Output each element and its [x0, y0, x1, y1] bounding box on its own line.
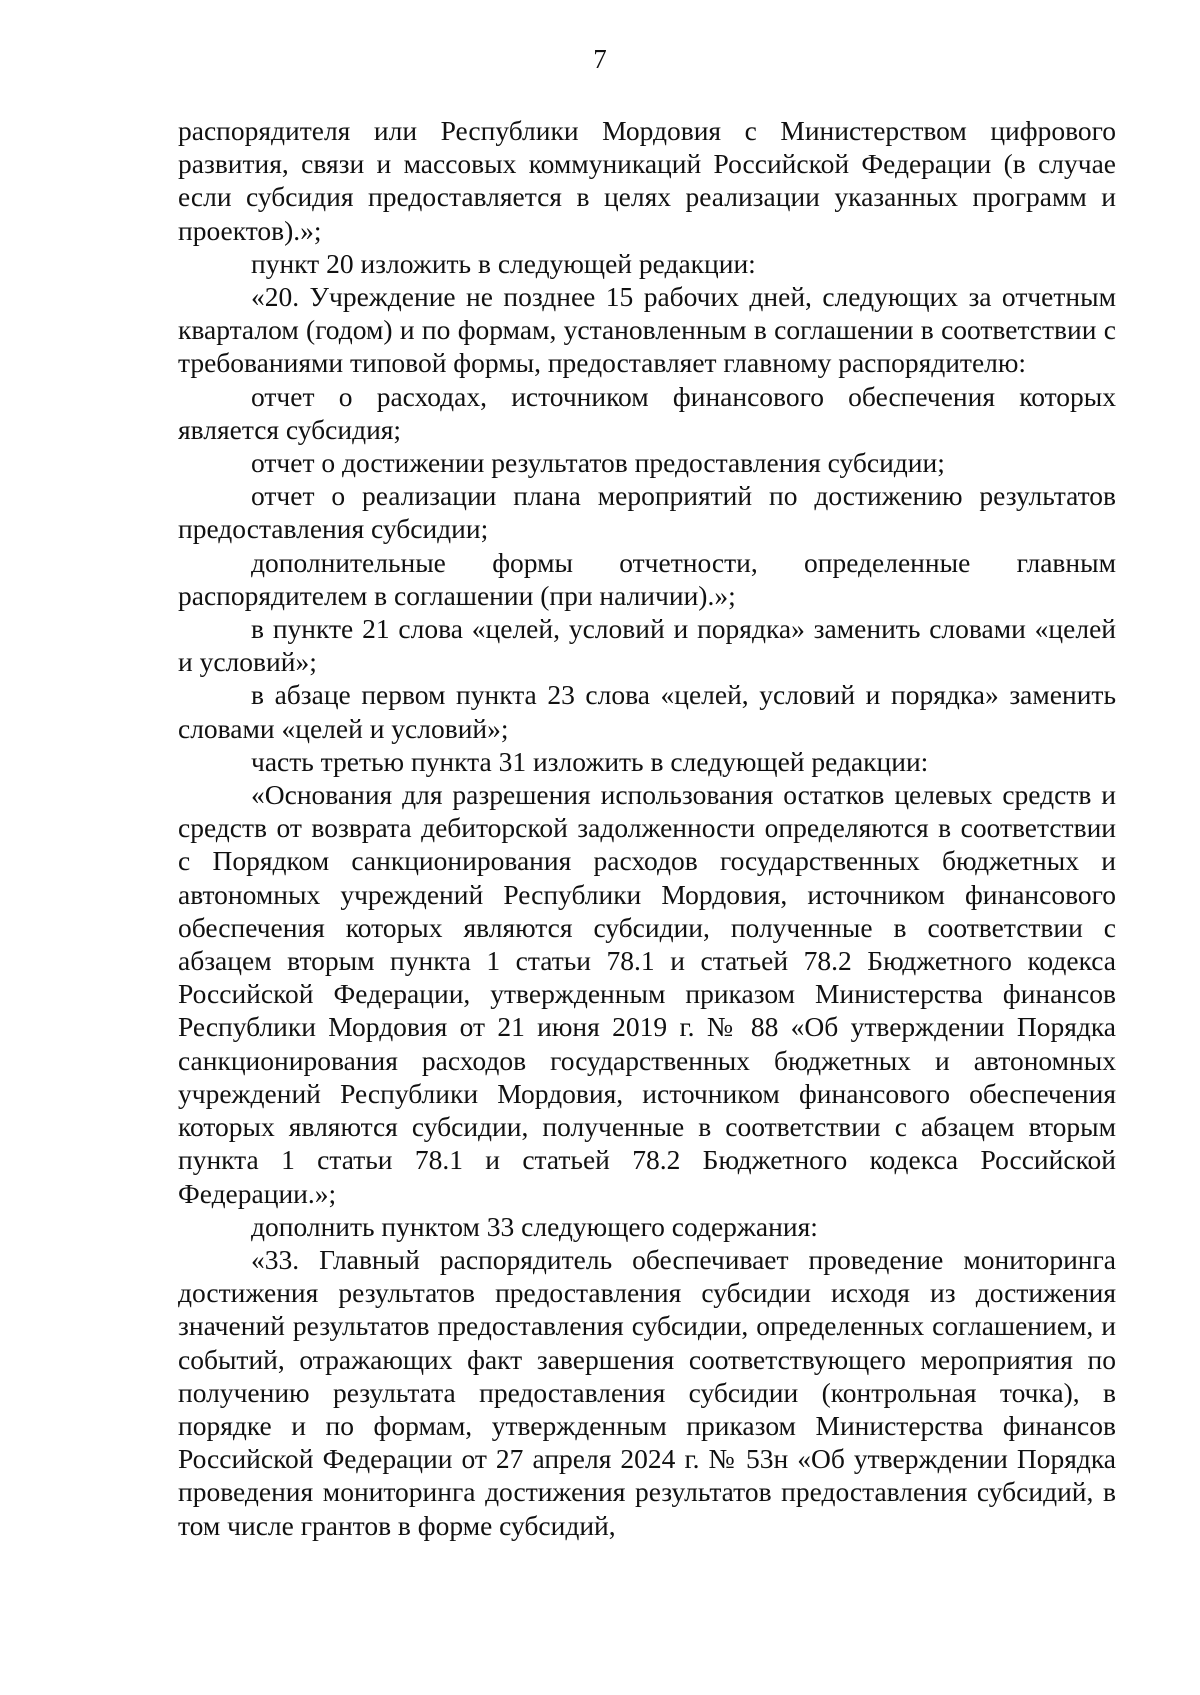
paragraph-item-33-intro: дополнить пунктом 33 следующего содержания: — [251, 1210, 818, 1242]
paragraph-item-23: в абзаце первом пункта 23 слова «целей, условий и порядка» заменить словами «целей и условий»; — [178, 679, 1116, 744]
paragraph-item-20-text: «20. Учреждение не позднее 15 рабочих дней, следующих за отчетным кварталом (годом) и по формам, установленным в соглашении в соответствии с требованиями типовой формы, предоставляет главному распорядителю: — [178, 281, 1116, 379]
paragraph-item-31-text: «Основания для разрешения использования остатков целевых средств и средств от возврата дебиторской задолженности определяются в соответствии с Порядком санкционирования расходов государственных бюджетных и автономных учреждений Республики Мордовия, источником финансового обеспечения которых являются субсидии, полученные в соответствии с абзацем вторым пункта 1 статьи 78.1 и статьей 78.2 Бюджетного кодекса Российской Федерации, утвержденным приказом Министерства финансов Республики Мордовия от 21 июня 2019 г. № 88 «Об утверждении Порядка санкционирования расходов государственных бюджетных и автономных учреждений Республики Мордовия, источником финансового обеспечения которых являются субсидии, полученные в соответствии с абзацем вторым пункта 1 статьи 78.1 и статьей 78.2 Бюджетного кодекса Российской Федерации.»; — [178, 779, 1116, 1209]
document-body — [178, 114, 1116, 1542]
paragraph-additional-forms: дополнительные формы отчетности, определенные главным распорядителем в соглашении (при наличии).»; — [178, 546, 1116, 611]
paragraph-report-plan: отчет о реализации плана мероприятий по достижению результатов предоставления субсидии; — [178, 480, 1116, 545]
paragraph-item-33-text: «33. Главный распорядитель обеспечивает проведение мониторинга достижения результатов предоставления субсидии исходя из достижения значений результатов предоставления субсидии, определенных соглашением, и событий, отражающих факт завершения соответствующего мероприятия по получению результата предоставления субсидии (контрольная точка), в порядке и по формам, утвержденным приказом Министерства финансов Российской Федерации от 27 апреля 2024 г. № 53н «Об утверждении Порядка проведения мониторинга достижения результатов предоставления субсидий, в том числе грантов в форме субсидий, — [178, 1243, 1116, 1541]
paragraph-report-expenses: отчет о расходах, источником финансового обеспечения которых является субсидия; — [178, 380, 1116, 445]
paragraph-item-31-intro: часть третью пункта 31 изложить в следующей редакции: — [251, 745, 929, 777]
paragraph-item-20-intro: пункт 20 изложить в следующей редакции: — [251, 247, 756, 279]
paragraph-item-21: в пункте 21 слова «целей, условий и порядка» заменить словами «целей и условий»; — [178, 613, 1116, 678]
page-number: 7 — [593, 44, 607, 74]
paragraph-report-results: отчет о достижении результатов предоставления субсидии; — [251, 447, 945, 479]
paragraph-continuation: распорядителя или Республики Мордовия с Министерством цифрового развития, связи и массовых коммуникаций Российской Федерации (в случае если субсидия предоставляется в целях реализации указанных программ и проектов).»; — [178, 115, 1116, 246]
